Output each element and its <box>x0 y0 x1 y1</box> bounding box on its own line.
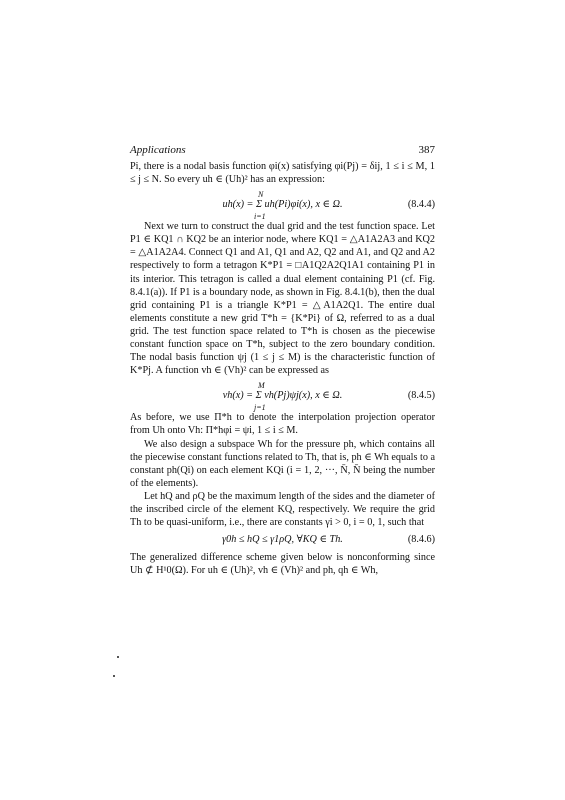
paragraph: The generalized difference scheme given below is nonconforming since Uh ⊄ H¹0(Ω). For uh ∈ (Uh)², vh ∈ (Vh)² and ph, qh ∈ Wh, <box>130 552 435 577</box>
equation-8-4-6 <box>130 533 435 547</box>
sum-lower-limit: j=1 <box>254 403 266 413</box>
margin-speck <box>113 675 115 677</box>
equation-expression: vh(x) = Σ vh(Pj)ψj(x), x ∈ Ω. <box>222 390 343 402</box>
equation-8-4-5 <box>130 381 435 413</box>
page-number: 387 <box>418 144 435 156</box>
book-page <box>130 144 435 577</box>
running-title: Applications <box>130 144 186 156</box>
paragraph: Next we turn to construct the dual grid and the test function space. Let P1 ∈ KQ1 ∩ KQ2 be an interior node, where KQ1 = △A1A2A3 and KQ2 = △A1A2A4. Connect Q1 and A1, Q1 and A2, Q2 and A1, and Q2 and A2 respectively to form a tetragon K*P1 = □A1Q2A2Q1A1 containing P1 in its interior. This tetragon is called a dual element containing P1 (cf. Fig. 8.4.1(a)). If P1 is a boundary node, as shown in Fig. 8.4.1(b), then the dual grid containing P1 is a triangle K*P1 = △A1A2Q1. The entire dual elements constitute a new grid T*h = {K*Pi} of Ω, referred to as a dual grid. The test function space related to T*h is chosen as the piecewise constant function space on T*h, subject to the zero boundary condition. The nodal basis function ψj (1 ≤ j ≤ M) is the characteristic function of K*Pj. A function vh ∈ (Vh)² can be expressed as <box>130 221 435 377</box>
paragraph: Let hQ and ρQ be the maximum length of the sides and the diameter of the inscribed circle of the element KQ, respectively. We require the grid Th to be quasi-uniform, i.e., there are constants γi > 0, i = 0, 1, such that <box>130 490 435 529</box>
equation-number: (8.4.5) <box>407 390 435 402</box>
equation-number: (8.4.6) <box>407 534 435 546</box>
equation-number: (8.4.4) <box>407 199 435 211</box>
equation-expression: γ0h ≤ hQ ≤ γ1ρQ, ∀KQ ∈ Th. <box>222 534 343 546</box>
paragraph: As before, we use Π*h to denote the interpolation projection operator from Uh onto Vh: Π*hφi = ψi, 1 ≤ i ≤ M. <box>130 412 435 437</box>
sum-lower-limit: i=1 <box>254 212 266 222</box>
paragraph: We also design a subspace Wh for the pressure ph, which contains all the piecewise constant functions related to Th, that is, ph ∈ Wh equals to a constant ph(Qi) on each element KQi (i = 1, 2, ···, N̄, N̄ being the number of the elements). <box>130 438 435 489</box>
sum-upper-limit: M <box>258 381 265 391</box>
equation-expression: uh(x) = Σ uh(Pi)φi(x), x ∈ Ω. <box>222 199 343 211</box>
margin-speck <box>117 656 119 658</box>
paragraph: Pi, there is a nodal basis function φi(x) satisfying φi(Pj) = δij, 1 ≤ i ≤ M, 1 ≤ j ≤ N. So every uh ∈ (Uh)² has an expression: <box>130 161 435 186</box>
running-header <box>130 144 435 160</box>
sum-upper-limit: N <box>258 190 264 200</box>
body-text <box>130 160 435 577</box>
equation-8-4-4 <box>130 190 435 222</box>
